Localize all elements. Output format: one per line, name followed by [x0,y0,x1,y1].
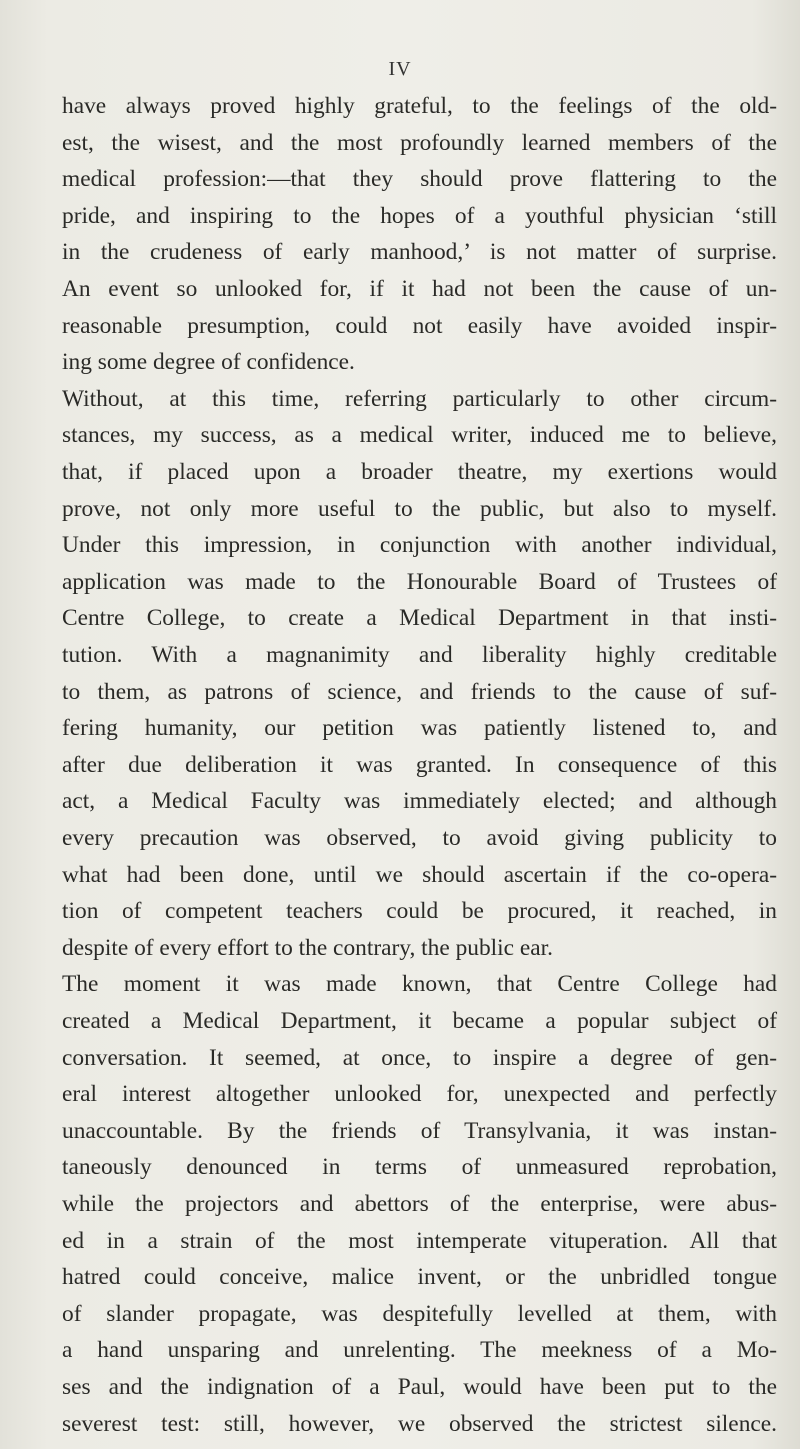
text-line: severest test: still, however, we observed the strictest silence. [62,1410,777,1437]
text-line: eral interest altogether unlooked for, unexpected and perfectly [62,1081,777,1108]
text-line: tution. With a magnanimity and liberality highly creditable [62,642,777,668]
text-line: conversation. It seemed, at once, to inspire a degree of gen- [62,1044,777,1071]
page-number: IV [388,58,412,80]
text-line: An event so unlooked for, if it had not been the cause of un- [62,276,777,302]
text-line: stances, my success, as a medical writer, induced me to believe, [62,422,777,449]
text-line: ing some degree of confidence. [62,349,355,376]
text-line: Without, at this time, referring particularly to other circum- [62,385,777,412]
text-line: medical profession:—that they should prove flattering to the [62,166,777,193]
text-line: hatred could conceive, malice invent, or the unbridled tongue [62,1264,777,1291]
text-line: after due deliberation it was granted. In consequence of this [62,751,777,778]
text-line: despite of every effort to the contrary, the public ear. [62,934,554,961]
text-line: that, if placed upon a broader theatre, my exertions would [62,459,777,485]
text-line: act, a Medical Faculty was immediately elected; and although [62,788,777,815]
text-line: Centre College, to create a Medical Department in that insti- [62,605,777,632]
text-line: The moment it was made known, that Centre College had [62,971,777,998]
text-line: tion of competent teachers could be procured, it reached, in [62,898,777,925]
text-line: application was made to the Honourable Board of Trustees of [62,568,777,595]
text-line: reasonable presumption, could not easily have avoided inspir- [62,312,777,339]
text-line: to them, as patrons of science, and friends to the cause of suf- [62,678,777,705]
text-line: Under this impression, in conjunction with another individual, [62,532,777,559]
text-line: est, the wisest, and the most profoundly learned members of the [62,129,777,156]
text-line: of slander propagate, was despitefully levelled at them, with [62,1300,777,1327]
text-line: in the crudeness of early manhood,’ is not matter of surprise. [62,239,777,266]
body-text [0,84,800,1444]
text-line: created a Medical Department, it became a popular subject of [62,1008,777,1034]
text-line: ed in a strain of the most intemperate vituperation. All that [62,1227,777,1254]
text-line: a hand unsparing and unrelenting. The meekness of a Mo- [62,1337,777,1364]
text-line: while the projectors and abettors of the enterprise, were abus- [62,1191,777,1217]
text-line: ses and the indignation of a Paul, would have been put to the [62,1374,777,1400]
text-line: taneously denounced in terms of unmeasured reprobation, [62,1154,777,1181]
text-line: prove, not only more useful to the public, but also to myself. [62,495,777,522]
text-line: every precaution was observed, to avoid giving publicity to [62,825,777,851]
text-line: what had been done, until we should ascertain if the co-opera- [62,861,777,888]
text-line: unaccountable. By the friends of Transylvania, it was instan- [62,1117,777,1144]
text-line: have always proved highly grateful, to the feelings of the old- [62,93,777,119]
text-line: pride, and inspiring to the hopes of a youthful physician ‘still [62,202,777,229]
text-line: fering humanity, our petition was patiently listened to, and [62,715,777,742]
